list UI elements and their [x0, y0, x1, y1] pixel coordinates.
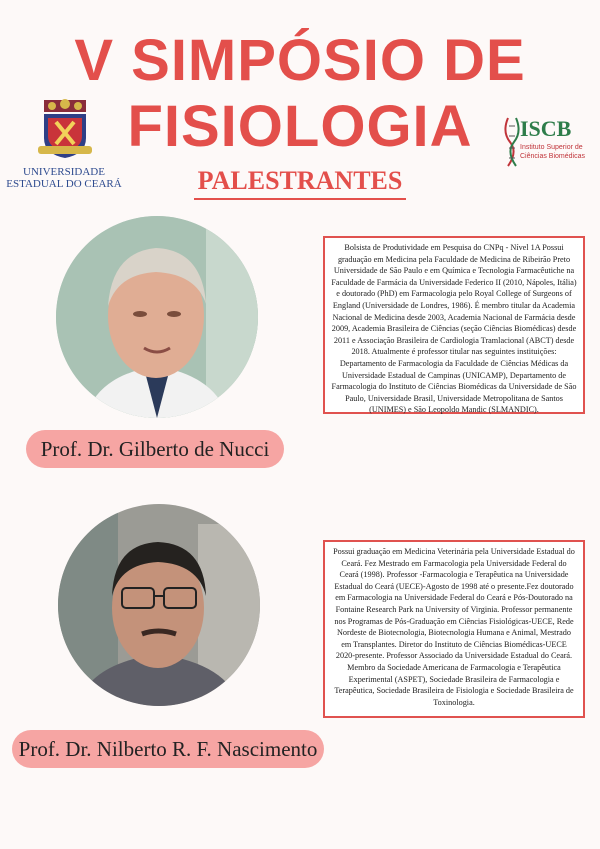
uece-name-line2: ESTADUAL DO CEARÁ [6, 178, 122, 190]
speaker-bio-nilberto: Possui graduação em Medicina Veterinária pela Universidade Estadual do Ceará. Fez Mestrado em Farmacologia pela Universidade Federal do Ceará (1998). Professor -Farmacologia e Terapêutica na Universidade Estadual do Ceará (UECE)-Agosto de 1998 até o presente.Fez doutorado em Farmacologia na Universidade Federal do Ceará e Pós-Doutorado na Fontaine Research Park na University of Virginia. Professor permanente nos Programas de Pós-Graduação em Ciências Fisiológicas-UECE, Rede Nordeste de Biotecnologia, Biotecnologia Humana e Animal, Mestrado em Transplantes. Diretor do Instituto de Ciências Biomédicas-UECE 2020-presente. Professor Associado da Universidade Estadual do Ceará. Membro da Sociedade Americana de Farmacologia e Terapêutica Experimental (ASPET), Sociedade Brasileira de Farmacologia e Terapêutica, Sociedade Brasileira de Fisiologia e Sociedade Brasileira de Toxinologia. [323, 540, 585, 718]
iscb-logo [500, 108, 590, 180]
speaker-name-nilberto: Prof. Dr. Nilberto R. F. Nascimento [12, 730, 324, 768]
speaker-photo-nilberto [58, 504, 260, 706]
speaker-bio-gilberto: Bolsista de Produtividade em Pesquisa do CNPq - Nível 1A Possui graduação em Medicina pela Faculdade de Medicina de Ribeirão Preto Universidade de São Paulo e em Química e Tecnologia Farmacêutiche na Faculdade de Farmácia da Universidade Federico II (2010, Nápoles, Itália) e doutorado (PhD) em Farmacologia pelo Royal College of Surgeons of England (Universidade de Londres, 1986). É membro titular da Academia Nacional de Medicina desde 2003, Academia Nacional de Farmácia desde 2009, Academia Brasileira de Ciências (seção Ciências Biomédicas) desde 2011 e Associação Brasileira de Cardiologia Tramlacional (ABCT) desde 2018. Atualmente é professor titular nas seguintes instituições: Departamento de Farmacologia da Faculdade de Ciências Médicas da Universidade Estadual de Campinas (UNICAMP), Departamento de Farmacologia do Instituto de Ciências Biomédicas da Universidade de São Paulo, Universidade Brasil, Universidade Metropolitana de Santos (UNIMES) e São Leopoldo Mandic (SLMANDIC). [323, 236, 585, 414]
uece-name-line1: UNIVERSIDADE [23, 166, 105, 178]
speaker-photo-gilberto [56, 216, 258, 418]
event-title-line1: V SIMPÓSIO DE [74, 28, 526, 93]
event-title-line2: FISIOLOGIA [127, 94, 473, 159]
iscb-acronym: ISCB [520, 116, 572, 141]
speaker-name-gilberto: Prof. Dr. Gilberto de Nucci [26, 430, 284, 468]
iscb-line1: Instituto Superior de [520, 144, 583, 151]
uece-crest-logo [34, 98, 96, 162]
subtitle-text: PALESTRANTES [194, 166, 407, 200]
iscb-line2: Ciências Biomédicas [520, 153, 585, 160]
